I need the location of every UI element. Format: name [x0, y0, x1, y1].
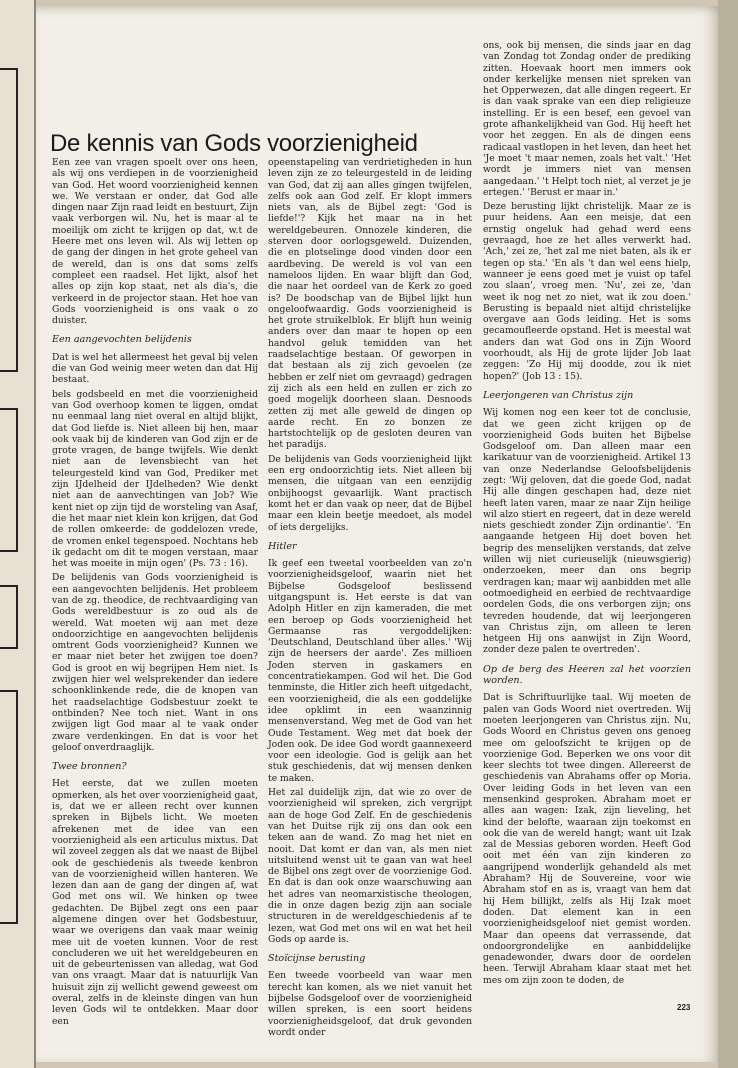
section-heading: Een aangevochten belijdenis	[52, 334, 192, 346]
paragraph: De belijdenis van Gods voorzienigheid is een aangevochten belijdenis. Het probleem van de zg. theodice, de rechtvaardiging van Gods wereldbestuur is zo oud als de wereld. Wat moeten wij aan met deze ondoorzichtige en aangevochten belijdenis omtrent Gods voorzienigheid? Kunnen we er maar niet beter het zwijgen toe doen? God is groot en wij begrijpen Hem niet. Is zwijgen hier wel welsprekender dan iedere schoonklinkende rede, die de knopen van het raadselachtige Godsbestuur zoekt te ontbinden? Nee toch niet. Want in ons zwijgen ligt God maar al te vaak onder zware verdenkingen. En dat is voor het geloof onverdraaglijk.	[52, 572, 258, 753]
paragraph: Het eerste, dat we zullen moeten opmerken, als het over voorzienigheid gaat, is, dat we er alleen recht over kunnen spreken in Bijbels licht. We moeten afrekenen met de idee van een voorzienigheid als een articulus mixtus. Dat wil zoveel zeggen als dat we naast de Bijbel ook de geschiedenis als tweede kenbron van de voorzienigheid willen hanteren. We lezen dan aan de gang der dingen af, wat God met ons wil. We hinken op twee gedachten. De Bijbel zegt ons een paar algemene dingen over het Godsbestuur, waar we overigens dan vaak maar weinig mee uit de voeten kunnen. Voor de rest concluderen we uit het wereldgebeuren en uit de gebeurtenissen van alledag, wat God van ons vraagt. Maar dat is natuurlijk Van huisuit zijn zij wellicht gewend geweest om overal, zelfs in de kleinste dingen van hun leven Gods wil te ontdekken. Maar door een	[52, 778, 258, 1027]
section-heading: Op de berg des Heeren zal het voorzien worden.	[483, 663, 691, 687]
paragraph: Het zal duidelijk zijn, dat wie zo over de voorzienigheid wil spreken, zich vergrijpt aan de hoge God Zelf. En de geschiedenis van het Duitse rijk zij ons dan ook een teken aan de wand. Zo mag het niet en nooit. Dat komt er dan van, als men niet uitsluitend wenst uit te gaan van wat heel de Bijbel ons zegt over de voorzienige God. En dat is dan ook onze waarschuwing aan het adres van neomarxistische theologen, die in onze dagen bezig zijn aan sociale structuren in de wereldgeschiedenis af te lezen, wat God met ons wil en wat het heil Gods op aarde is.	[268, 787, 472, 945]
previous-page-rule	[0, 690, 18, 924]
binding-edge	[718, 0, 738, 1068]
section-heading: Hitler	[268, 540, 297, 552]
section-heading: Twee bronnen?	[52, 761, 127, 773]
paragraph: Dat is Schriftuurlijke taal. Wij moeten de palen van Gods Woord niet overtreden. Wij moeten leerjongeren van Christus zijn. Nu, Gods Woord en Christus geven ons genoeg mee om geloofszicht te krijgen op de voorzienige God. Beperken we ons voor dit keer slechts tot twee dingen. Allereerst de geschiedenis van Abrahams offer op Moria. Over leiding Gods in het leven van een mensenkind gesproken. Abraham moet er alles aan wagen: Izak, zijn lieveling, het kind der belofte, waaraan zijn toekomst en ook die van de wereld hangt; want uit Izak zal de Messias geboren worden. Heeft God ooit met één van zijn kinderen zo aangrijpend wonderlijk gehandeld als met Abraham? Hij de Souvereine, voor wie Abraham stof en as is, vraagt van hem dat hij Hem billijkt, zelfs als Hij Izak moet doden. Dat element kan in een voorzienigheidsgeloof niet gemist worden. Maar dan opeens dat verrassende, dat ondoorgrondelijke en aanbiddelijke genadewonder, dwars door de oordelen heen. Terwijl Abraham klaar staat met het mes om zijn zoon te doden, de	[483, 692, 691, 986]
article-title: De kennis van Gods voorzienigheid	[50, 130, 418, 157]
paragraph: Dat is wel het allermeest het geval bij velen die van God weinig meer weten dan dat Hij bestaat.	[52, 351, 258, 386]
paragraph: Een zee van vragen spoelt over ons heen, als wij ons verdiepen in de voorzienigheid van God. Het woord voorzienigheid kennen we. We verstaan er onder, dat God alle dingen naar Zijn raad leidt en bestuurt, Zijn vaak verborgen wil. Nu, het is maar al te moeilijk om zicht te krijgen op dat, w.t de Heere met ons leven wil. Als wij letten op de gang der dingen in het grote geheel van de wereld, dan is ons dat soms zelfs compleet een raadsel. Het lijkt, alsof het alles op zijn kop staat, net als dia's, die verkeerd in de projector staan. Het hoe van Gods voorzienigheid is ons vaak o zo duister.	[52, 157, 258, 327]
column-1	[52, 157, 258, 1030]
previous-page-rule	[0, 68, 18, 372]
previous-page-rule	[0, 585, 18, 649]
paragraph: ons, ook bij mensen, die sinds jaar en dag van Zondag tot Zondag onder de prediking zitten. Hoevaak hoort men immers ook onder kerkelijke mensen niet spreken van het Opperwezen, dat alle dingen regeert. Er is dan vaak sprake van een diep religieuze instelling. Er is een besef, een gevoel van grote afhankelijkheid van God. Hij heeft het voor het zeggen. En als de dingen eens radicaal vastlopen in het leven, dan heet het 'Je moet 't maar nemen, zoals het valt.' 'Het wordt je immers niet van mensen aangedaan.' 't Helpt toch niet, al verzet je je ertegen.' 'Berust er maar in.'	[483, 40, 691, 198]
section-heading: Leerjongeren van Christus zijn	[483, 389, 634, 401]
paragraph: Ik geef een tweetal voorbeelden van zo'n voorzienigheidsgeloof, waarin niet het Bijbelse Godsgeloof beslissend uitgangspunt is. Het eerste is dat van Adolph Hitler en zijn kameraden, die met een beroep op Gods voorzienigheid het Germaanse ras vergoddelijken: 'Deutschland, Deutschland über alles.' 'Wij zijn de heersers der aarde'. Zes millioen Joden sterven in gaskamers en concentratiekampen. God wil het. Die God tenminste, die Hitler zich heeft uitgedacht, een voorzienigheid, die als een goddelijke idee opklimt in een waanzinnig mensenverstand. Weg met de God van het Oude Testament. Weg met dat boek der Joden ook. De idee God wordt gaannexeerd voor een ideologie. God is gelijk aan het stuk geschiedenis, dat wij mensen denken te maken.	[268, 558, 472, 784]
paragraph: Wij komen nog een keer tot de conclusie, dat we geen zicht krijgen op de voorzienigheid Gods buiten het Bijbelse Godsgeloof om. Dan alleen maar een karikatuur van de voorzienigheid. Artikel 13 van onze Nederlandse Geloofsbelijdenis zegt: 'Wij geloven, dat die goede God, nadat Hij alle dingen geschapen had, deze niet heeft laten varen, maar ze naar Zijn heilige wil alzo stiert en regeert, dat in deze wereld niets geschiedt zonder Zijn ordinantie'. 'En aangaande hetgeen Hij doet boven het begrip des menselijken verstands, dat zelve willen wij niet curieuselijk (nieuwsgierig) onderzoeken, meer dan ons begrip verdragen kan; maar wij aanbidden met alle ootmoedigheid en eerbied de rechtvaardige oordelen Gods, die ons verborgen zijn; ons tevreden houdende, dat wij leerjongeren van Christus zijn, om alleen te leren hetgeen Hij ons aanwijst in Zijn Woord, zonder deze palen te overtreden'.	[483, 407, 691, 656]
page-number: 223	[677, 1003, 691, 1012]
paragraph: Een tweede voorbeeld van waar men terecht kan komen, als we niet vanuit het bijbelse Godsgeloof over de voorzienigheid willen spreken, is een soort heidens voorzienigheidsgeloof, dat druk gevonden wordt onder	[268, 970, 472, 1038]
paragraph: opeenstapeling van verdrietigheden in hun leven zijn ze zo teleurgesteld in de leiding van God, dat zij aan alles gingen twijfelen, zelfs ook aan God zelf. Er klopt immers niets van, als de Bijbel zegt: 'God is liefde!'? Kijk het maar na in het wereldgebeuren. Onnozele kinderen, die sterven door oorlogsgeweld. Duizenden, die en plotselinge dood vinden door een aardbeving. De wereld is vol van een nameloos lijden. En waar blijft dan God, die naar het oordeel van de Kerk zo goed is? De boodschap van de Bijbel lijkt hun ongeloofwaardig. Gods voorzienigheid is het grote struikelblok. Er blijft hun weinig anders over dan maar te hopen op een handvol geluk temidden van het raadselachtige bestaan. Of geworpen in dat bestaan als zij zich gevoelen (ze hebben er zelf niet om gevraagd) gedragen zij zich als een held en zullen er zich zo goed mogelijk doorheen slaan. Desnoods zetten zij met alle geweld de dingen op aarde recht. En zo bonzen ze hartstochtelijk op de gesloten deuren van het paradijs.	[268, 157, 472, 451]
previous-page-edge	[0, 0, 36, 1068]
previous-page-rule	[0, 408, 18, 552]
paragraph: bels godsbeeld en met die voorzienigheid van God overhoop komen te liggen, omdat nu eenmaal lang niet overal en altijd blijkt, dat God liefde is. Niet alleen bij hen, maar ook vaak bij de kinderen van God zijn er de grote vragen, de bange twijfels. Wie denkt niet aan de levensbiecht van het teleurgesteld kind van God, Prediker met zijn IJdelheid der IJdelheden? Wie denkt niet aan de aanvechtingen van Job? Wie kent niet op zijn tijd de worsteling van Asaf, die het maar niet klein kon krijgen, dat God de rollen omkeerde: de goddelozen vrede, de vromen enkel tegenspoed. Nochtans heb ik gedacht om dit te mogen verstaan, maar het was moeite in mijn ogen' (Ps. 73 : 16).	[52, 388, 258, 570]
column-3	[483, 40, 691, 989]
column-2	[268, 157, 472, 1041]
paragraph: Deze berusting lijkt christelijk. Maar ze is puur heidens. Aan een meisje, dat een ernstig ongeluk had gehad werd eens gevraagd, hoe ze het alles verwerkt had. 'Ach,' zei ze, 'het zal me niet baten, als ik er tegen op sta.' 'En als 't dan wel eens hielp, wanneer je eens goed met je vuist op tafel zou slaan', vroeg men. 'Nu', zei ze, 'dan weet ik nog net zo niet, wat ik zou doen.' Berusting is bepaald niet altijd christelijke overgave aan Gods leiding. Het is soms gecamoufleerde opstand. Het is meestal wat anders dan wat God ons in Zijn Woord voorhoudt, als Hij de grote lijder Job laat zeggen: 'Zo Hij mij doodde, zou ik niet hopen?' (Job 13 : 15).	[483, 201, 691, 382]
paragraph: De belijdenis van Gods voorzienigheid lijkt een erg ondoorzichtig iets. Niet alleen bij mensen, die uitgaan van een eenzijdig onbijhoogst gevaarlijk. Want practisch komt het er dan vaak op neer, dat de Bijbel maar een klein beetje meedoet, als model of iets dergelijks.	[268, 453, 472, 533]
section-heading: Stoïcijnse berusting	[268, 953, 366, 965]
